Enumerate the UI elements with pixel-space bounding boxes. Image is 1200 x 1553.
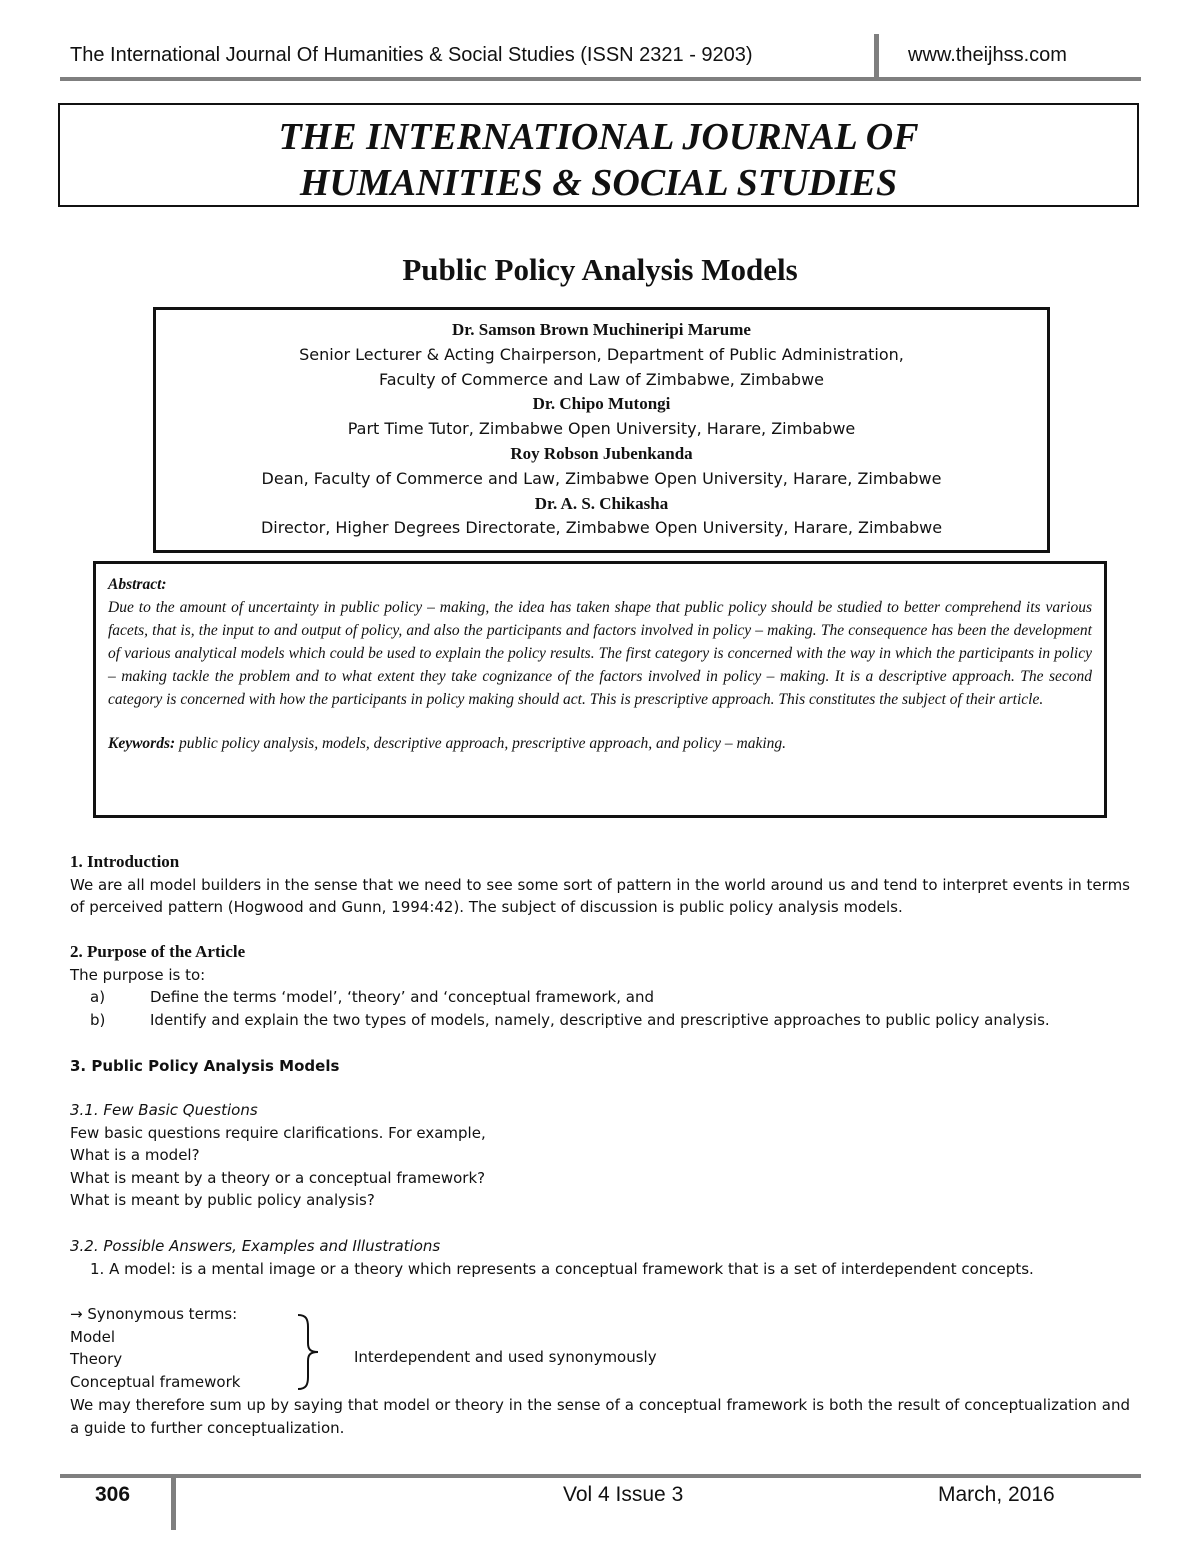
- paragraph: The purpose is to:: [70, 965, 206, 984]
- volume-issue: Vol 4 Issue 3: [563, 1483, 684, 1506]
- abstract-label: Abstract:: [108, 576, 167, 593]
- author-affiliation: Faculty of Commerce and Law of Zimbabwe, Zimbabwe: [378, 369, 825, 389]
- footer-divider: [171, 1478, 176, 1530]
- list-item-text: Define the terms ‘model’, ‘theory’ and ‘conceptual framework, and: [150, 988, 654, 1007]
- text-line: What is a model?: [70, 1146, 200, 1165]
- section-introduction: [70, 851, 1130, 919]
- text-line: What is meant by a theory or a conceptual framework?: [70, 1168, 486, 1187]
- subsection-questions: [70, 1099, 1130, 1212]
- issue-date: March, 2016: [938, 1483, 1055, 1506]
- paper-title: Public Policy Analysis Models: [402, 252, 798, 287]
- author-name: Roy Robson Jubenkanda: [510, 443, 693, 463]
- author-name: Dr. Samson Brown Muchineripi Marume: [452, 320, 751, 339]
- header-rule: [60, 77, 1141, 81]
- synonymous-terms: [70, 1303, 240, 1393]
- subsection-heading: 3.1. Few Basic Questions: [70, 1101, 258, 1119]
- section-models: [70, 1055, 1130, 1078]
- subsection-answers: [70, 1235, 1130, 1280]
- paragraph: We are all model builders in the sense that we need to see some sort of pattern in the world around us and tend to interpret events in terms of perceived pattern (Hogwood and Gunn, 1994:42). The subject of discussion is public policy analysis models.: [70, 875, 1130, 917]
- keywords-text: public policy analysis, models, descriptive approach, prescriptive approach, and policy – making.: [175, 735, 787, 753]
- author-name: Dr. Chipo Mutongi: [532, 394, 671, 414]
- section-heading: 3. Public Policy Analysis Models: [70, 1057, 340, 1075]
- synonym-term: Conceptual framework: [70, 1372, 241, 1391]
- keywords-label: Keywords:: [108, 735, 176, 753]
- header-divider: [874, 34, 879, 78]
- footer-rule: [60, 1474, 1141, 1478]
- authors-box: [153, 307, 1050, 553]
- synonymous-label: → Synonymous terms:: [70, 1305, 238, 1323]
- abstract-text: Due to the amount of uncertainty in public policy – making, the idea has taken shape that public policy should be studied to better comprehend its various facets, that is, the input to and output of policy, and also the participants and factors involved in policy – making. The consequence has been the development of various analytical models which could be used to explain the policy results. The first category is concerned with the way in which the participants in policy – making tackle the problem and to what extent they take cognizance of the factors involved in policy – making. It is a descriptive approach. The second category is concerned with how the participants in policy making should act. This is prescriptive approach. This constitutes the subject of their article.: [108, 598, 1092, 708]
- text-line: Few basic questions require clarifications. For example,: [70, 1123, 486, 1142]
- synonym-term: Theory: [70, 1350, 123, 1369]
- keywords: [108, 733, 1092, 756]
- answer-item: 1. A model: is a mental image or a theory which represents a conceptual framework that is a set of interdependent concepts.: [90, 1259, 1034, 1278]
- list-marker: a): [90, 988, 106, 1007]
- author-affiliation: Senior Lecturer & Acting Chairperson, Department of Public Administration,: [299, 344, 904, 364]
- text-line: What is meant by public policy analysis?: [70, 1191, 375, 1210]
- list-item: [70, 986, 1130, 1009]
- abstract-box: [93, 561, 1107, 818]
- synonym-term: Model: [70, 1327, 116, 1346]
- journal-title-line-1: THE INTERNATIONAL JOURNAL OF: [278, 116, 919, 158]
- running-header-journal: The International Journal Of Humanities & Social Studies (ISSN 2321 - 9203): [70, 44, 753, 66]
- author-name: Dr. A. S. Chikasha: [534, 493, 669, 513]
- closing-paragraph: We may therefore sum up by saying that model or theory in the sense of a conceptual framework is both the result of conceptualization and a guide to further conceptualization.: [70, 1396, 1130, 1437]
- author-affiliation: Director, Higher Degrees Directorate, Zimbabwe Open University, Harare, Zimbabwe: [260, 518, 943, 538]
- section-purpose: [70, 941, 1130, 1031]
- curly-brace-icon: [292, 1313, 322, 1391]
- section-heading: 2. Purpose of the Article: [70, 942, 246, 961]
- author-affiliation: Dean, Faculty of Commerce and Law, Zimbabwe Open University, Harare, Zimbabwe: [261, 468, 942, 488]
- section-heading: 1. Introduction: [70, 852, 180, 871]
- list-item: [70, 1009, 1130, 1032]
- subsection-heading: 3.2. Possible Answers, Examples and Illustrations: [70, 1237, 441, 1255]
- page-number: 306: [95, 1483, 131, 1506]
- author-affiliation: Part Time Tutor, Zimbabwe Open University, Harare, Zimbabwe: [347, 419, 856, 439]
- journal-title-line-2: HUMANITIES & SOCIAL STUDIES: [299, 162, 898, 204]
- journal-title-box: [58, 103, 1139, 207]
- running-header-website: www.theijhss.com: [908, 44, 1067, 66]
- list-item-text: Identify and explain the two types of models, namely, descriptive and prescriptive approaches to public policy analysis.: [150, 1010, 1050, 1029]
- synonymous-note: Interdependent and used synonymously: [354, 1348, 657, 1366]
- list-marker: b): [90, 1010, 106, 1029]
